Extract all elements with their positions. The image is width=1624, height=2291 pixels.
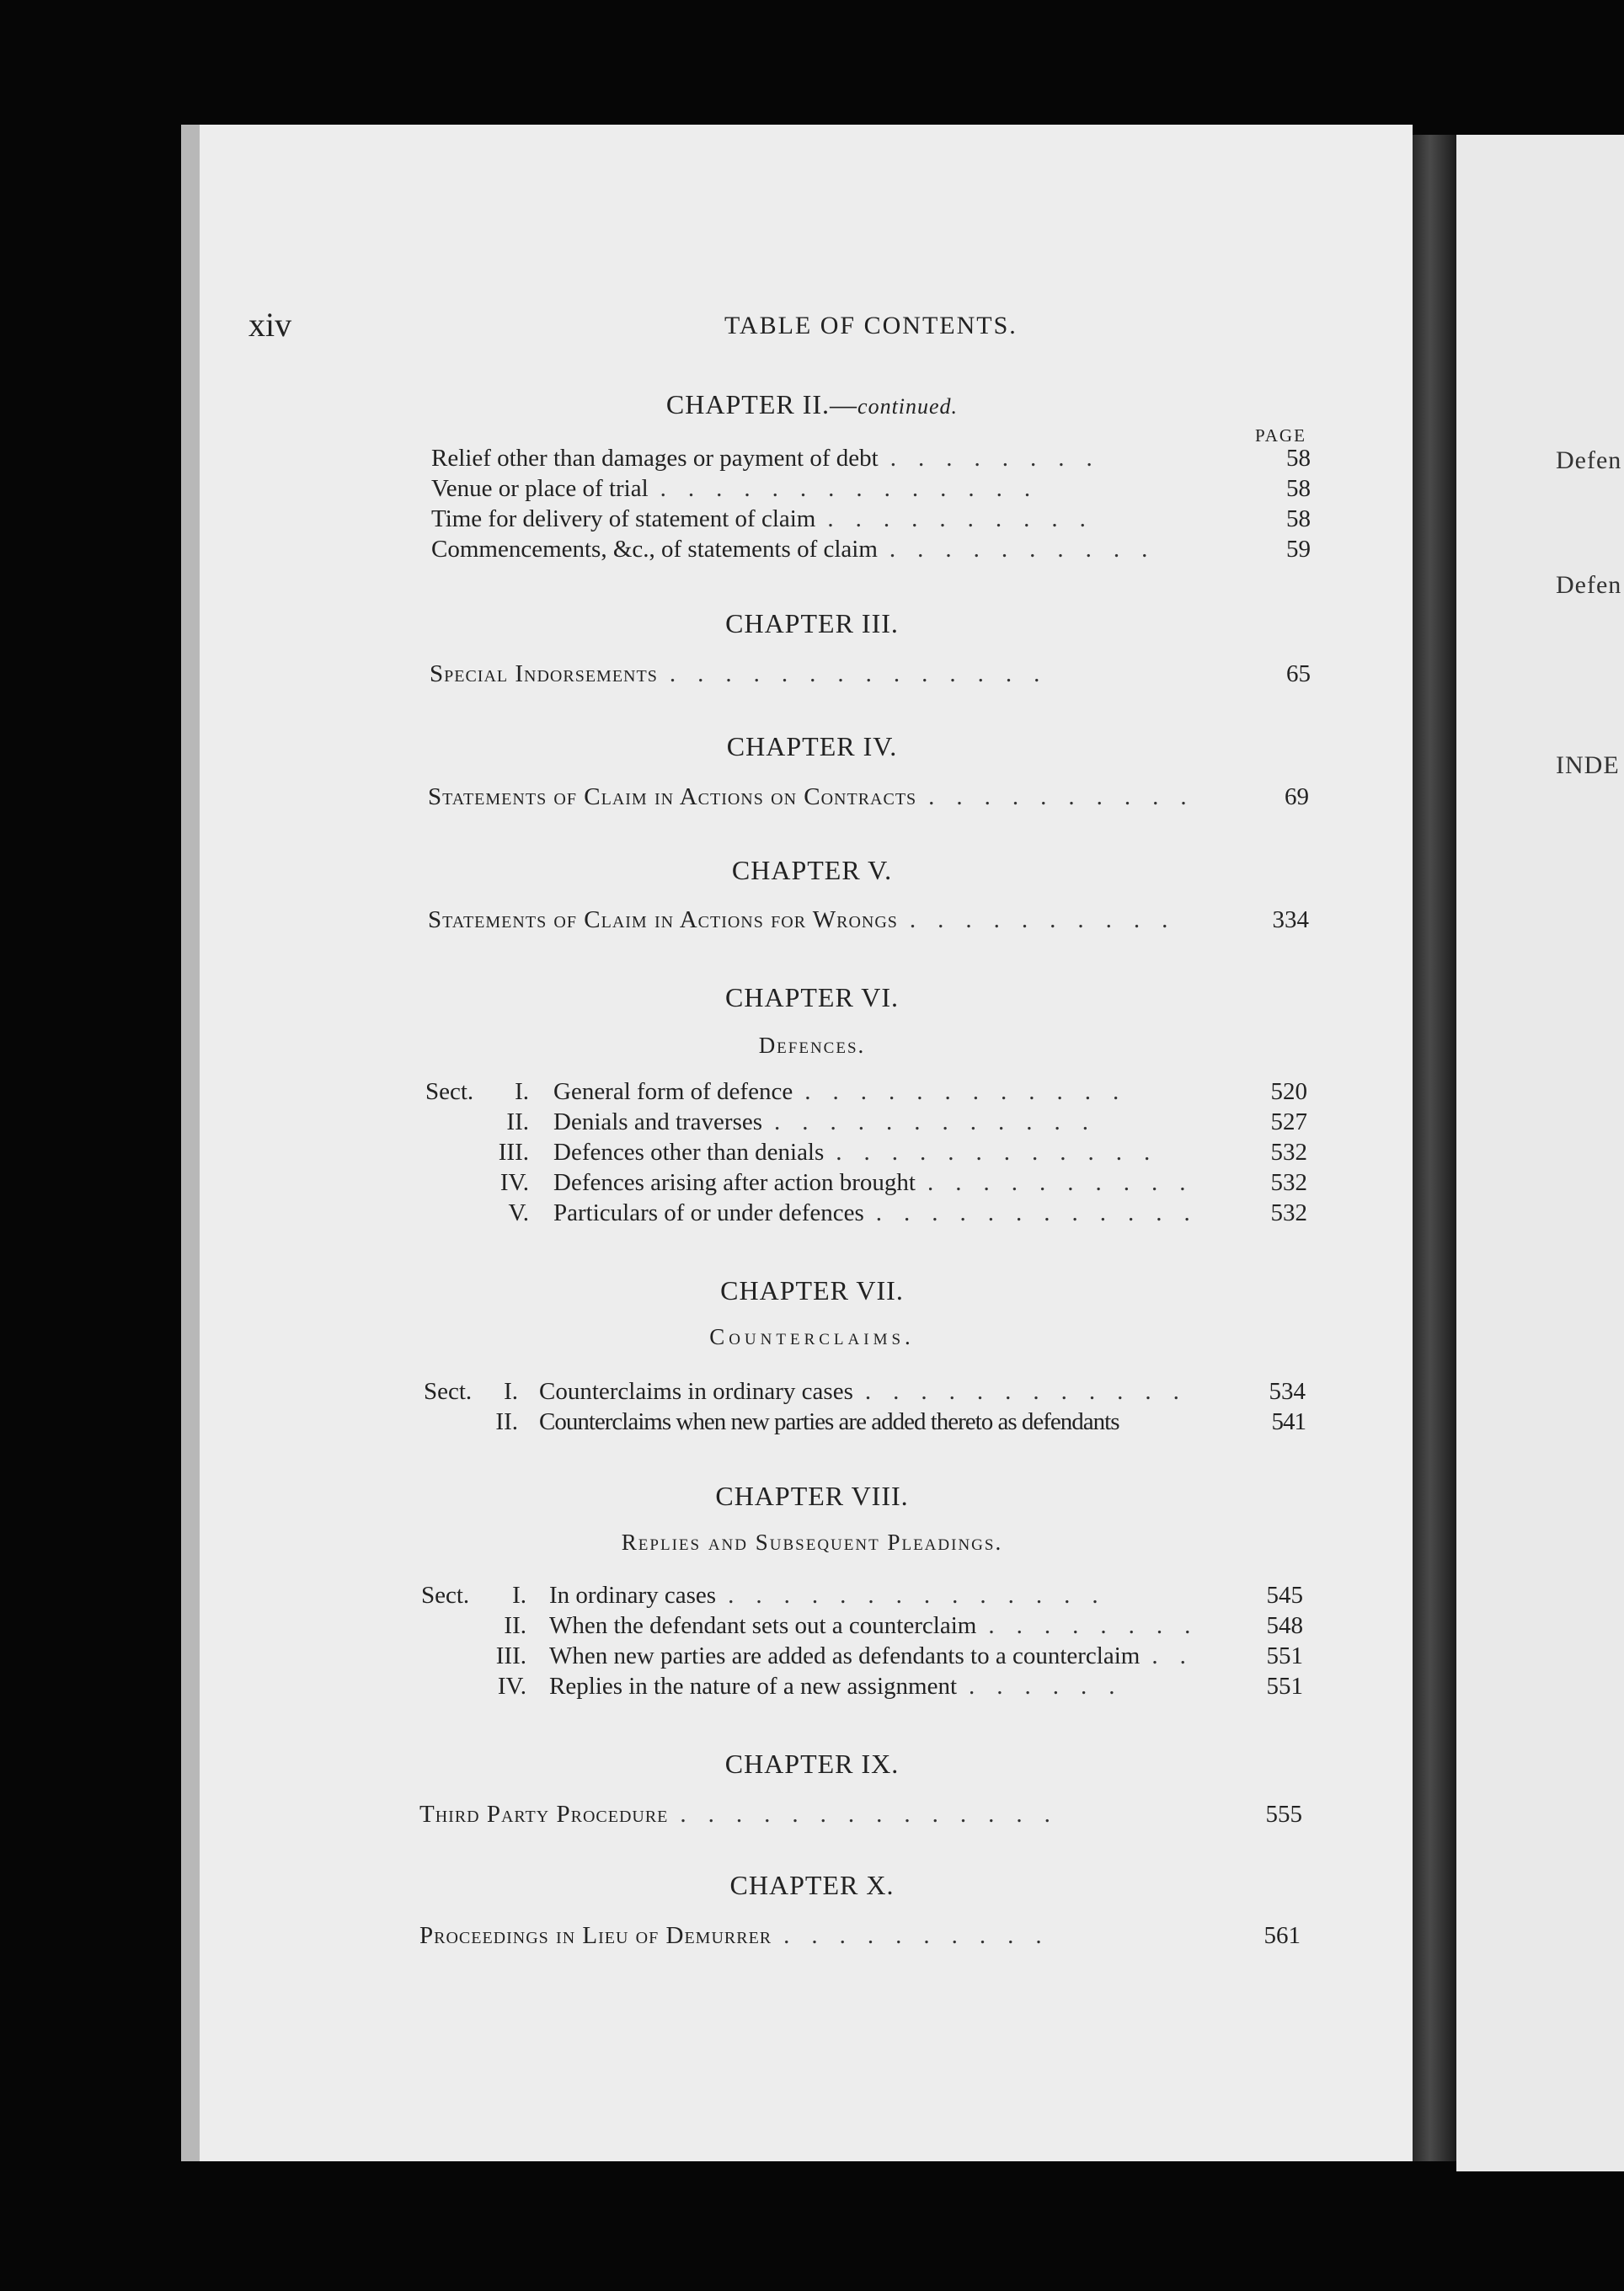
- toc-entry[interactable]: When the defendant sets out a counterclaim ........ 548: [549, 1612, 1303, 1639]
- toc-entry[interactable]: In ordinary cases .............. 545: [549, 1582, 1303, 1609]
- chapter-heading: CHAPTER VII.: [720, 1275, 904, 1306]
- toc-entry[interactable]: Time for delivery of statement of claim .......... 58: [431, 505, 1311, 532]
- chapter-subtitle: Counterclaims.: [709, 1324, 915, 1349]
- section-number: I.: [515, 1078, 529, 1105]
- chapter-heading: CHAPTER VIII.: [715, 1481, 909, 1511]
- chapter-heading: CHAPTER X.: [729, 1870, 895, 1900]
- toc-entry[interactable]: General form of defence ............ 520: [553, 1078, 1307, 1105]
- toc-entry[interactable]: Replies in the nature of a new assignment ...... 551: [549, 1673, 1303, 1700]
- facing-page: [1456, 135, 1624, 2171]
- facing-page-fragment: Defen: [1556, 446, 1622, 474]
- section-number: II.: [495, 1408, 518, 1435]
- page-gutter-shadow: [1413, 135, 1456, 2161]
- toc-entry[interactable]: Special Indorsements .............. 65: [430, 660, 1311, 687]
- toc-entry[interactable]: Counterclaims in ordinary cases ............ 534: [539, 1378, 1306, 1405]
- chapter-subtitle: Defences.: [758, 1033, 866, 1058]
- toc-entry[interactable]: Statements of Claim in Actions for Wrongs .......... 334: [428, 906, 1309, 933]
- chapter-heading: CHAPTER IX.: [724, 1749, 900, 1779]
- chapter-heading: CHAPTER IV.: [726, 731, 898, 761]
- toc-entry[interactable]: Defences arising after action brought .......... 532: [553, 1169, 1307, 1196]
- section-number: IV.: [499, 1169, 529, 1196]
- section-number: III.: [498, 1139, 529, 1166]
- chapter-heading: CHAPTER II.—continued.: [665, 389, 959, 419]
- section-number: II.: [506, 1108, 529, 1135]
- facing-page-fragment: INDE: [1556, 751, 1620, 779]
- section-number: IV.: [497, 1673, 526, 1700]
- sect-label: Sect.: [425, 1078, 474, 1105]
- toc-entry[interactable]: Proceedings in Lieu of Demurrer .......... 561: [419, 1922, 1301, 1949]
- section-number: I.: [504, 1378, 518, 1405]
- section-number: III.: [495, 1642, 526, 1669]
- toc-entry[interactable]: Venue or place of trial .............. 58: [431, 475, 1311, 502]
- toc-entry[interactable]: Commencements, &c., of statements of claim .......... 59: [431, 536, 1311, 563]
- toc-entry[interactable]: Particulars of or under defences ............ 532: [553, 1199, 1307, 1226]
- toc-entry[interactable]: Denials and traverses ............ 527: [553, 1108, 1307, 1135]
- chapter-heading: CHAPTER III.: [725, 608, 899, 638]
- chapter-subtitle: Replies and Subsequent Pleadings.: [621, 1530, 1003, 1555]
- toc-entry[interactable]: Third Party Procedure .............. 555: [419, 1801, 1302, 1828]
- section-number: V.: [508, 1199, 529, 1226]
- toc-entry[interactable]: Counterclaims when new parties are added thereto as defendants 541: [539, 1408, 1306, 1435]
- sect-label: Sect.: [421, 1582, 470, 1609]
- page-number: xiv: [248, 306, 292, 344]
- page-column-label: PAGE: [1255, 425, 1306, 446]
- chapter-heading: CHAPTER V.: [731, 855, 893, 885]
- chapter-heading: CHAPTER VI.: [725, 982, 899, 1012]
- section-number: I.: [512, 1582, 526, 1609]
- toc-entry[interactable]: Statements of Claim in Actions on Contracts .......... 69: [428, 783, 1309, 810]
- running-title: TABLE OF CONTENTS.: [724, 312, 1018, 339]
- facing-page-fragment: Defen: [1556, 571, 1622, 599]
- toc-entry[interactable]: Defences other than denials ............ 532: [553, 1139, 1307, 1166]
- sect-label: Sect.: [424, 1378, 473, 1405]
- toc-entry[interactable]: Relief other than damages or payment of debt ........ 58: [431, 445, 1311, 472]
- section-number: II.: [504, 1612, 526, 1639]
- toc-entry[interactable]: When new parties are added as defendants to a counterclaim .. 551: [549, 1642, 1303, 1669]
